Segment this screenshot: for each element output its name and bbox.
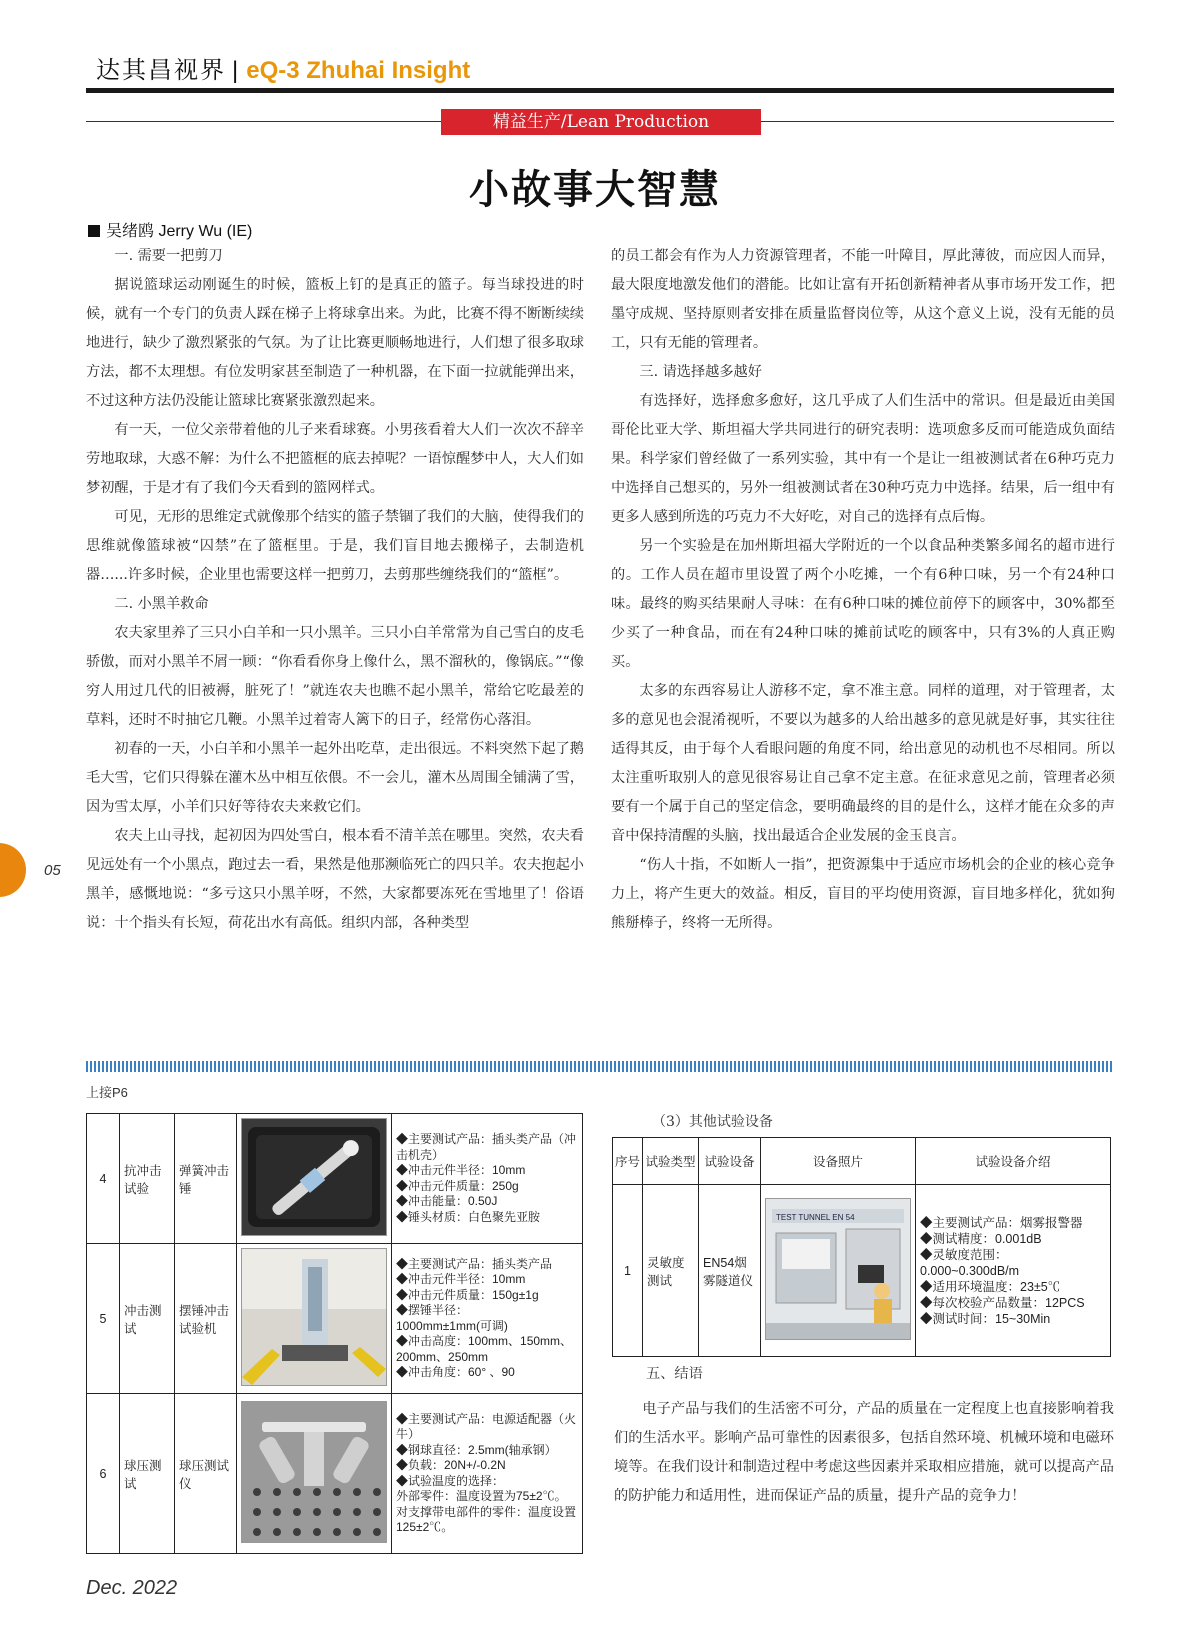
pendulum-tester-photo [241, 1248, 387, 1386]
detail-line: 1000mm±1mm(可调) [396, 1318, 508, 1333]
paragraph: 有一天，一位父亲带着他的儿子来看球赛。小男孩看着大人们一次次不辞辛劳地取球，大惑不解：为什么不把篮框的底去掉呢？一语惊醒梦中人，大人们如梦初醒，于是才有了我们今天看到的篮网样式。 [86, 422, 584, 496]
detail-line: ◆冲击元件质量：150g±1g [396, 1287, 539, 1302]
spring-hammer-photo [241, 1118, 387, 1236]
detail-line: ◆测试时间：15~30Min [920, 1311, 1051, 1326]
col-header: 序号 [613, 1138, 643, 1185]
detail-line: 对支撑带电部件的零件：温度设置125±2℃。 [396, 1504, 577, 1534]
test-type: 冲击测试 [120, 1244, 175, 1394]
brand-separator: | [232, 57, 241, 84]
table-header-row [613, 1138, 1111, 1185]
page-number: 05 [44, 862, 61, 879]
paragraph: 另一个实验是在加州斯坦福大学附近的一个以食品种类繁多闻名的超市进行的。工作人员在超市里设置了两个小吃摊，一个有6种口味，另一个有24种口味。最终的购买结果耐人寻味：在有6种口味的摊位前停下的顾客中，30%都至少买了一种食品，而在有24种口味的摊前试吃的顾客中，只有3%的人真正购买。 [611, 538, 1115, 670]
article-right-column [611, 242, 1115, 938]
header-rule [86, 88, 1114, 93]
paragraph: 电子产品与我们的生活密不可分，产品的质量在一定程度上也直接影响着我们的生活水平。影响产品可靠性的因素很多，包括自然环境、机械环境和电磁环境等。在我们设计和制造过程中考虑这些因素并采取相应措施，就可以提高产品的防护能力和适用性，进而保证产品的质量，提升产品的竞争力！ [614, 1401, 1114, 1504]
row-number: 4 [87, 1114, 120, 1244]
row-number: 5 [87, 1244, 120, 1394]
test-details [392, 1114, 583, 1244]
paragraph: 据说篮球运动刚诞生的时候，篮板上钉的是真正的篮子。每当球投进的时候，就有一个专门的负责人踩在梯子上将球拿出来。为此，比赛不得不断断续续地进行，缺少了激烈紧张的气氛。为了让比赛更顺畅地进行，人们想了很多取球方法，都不太理想。有位发明家甚至制造了一种机器，在下面一拉就能弹出来，不过这种方法仍没能让篮球比赛紧张激烈起来。 [86, 277, 584, 409]
article-title: 小故事大智慧 [469, 166, 721, 213]
conclusion-heading: 五、结语 [646, 1366, 703, 1382]
other-equipment-heading: （3）其他试验设备 [652, 1114, 773, 1130]
paragraph-continued: 的员工都会有作为人力资源管理者，不能一叶障目，厚此薄彼，而应因人而异，最大限度地激发他们的潜能。比如让富有开拓创新精神者从事市场开发工作，把墨守成规、坚持原则者安排在质量监督岗位等，从这个意义上说，没有无能的员工，只有无能的管理者。 [611, 248, 1115, 351]
table-row [87, 1394, 583, 1554]
detail-line: ◆测试精度：0.001dB [920, 1231, 1042, 1246]
detail-line: ◆冲击元件半径：10mm [396, 1272, 526, 1286]
paragraph: 农夫家里养了三只小白羊和一只小黑羊。三只小白羊常常为自己雪白的皮毛骄傲，而对小黑羊不屑一顾：“你看看你身上像什么，黑不溜秋的，像锅底。”“像穷人用过几代的旧被褥，脏死了！”就连农夫也瞧不起小黑羊，常给它吃最差的草料，还时不时抽它几鞭。小黑羊过着寄人篱下的日子，经常伤心落泪。 [86, 625, 584, 728]
ball-pressure-tester-photo [241, 1401, 387, 1543]
test-type: 抗冲击试验 [120, 1114, 175, 1244]
table-row [87, 1114, 583, 1244]
brand-en: eQ-3 Zhuhai Insight [246, 57, 471, 84]
photo-cell [237, 1244, 392, 1394]
conclusion-body [614, 1395, 1114, 1511]
paragraph: 可见，无形的思维定式就像那个结实的篮子禁锢了我们的大脑，使得我们的思维就像篮球被“囚禁”在了篮框里。于是，我们盲目地去搬梯子，去制造机器…...许多时候，企业里也需要这样一把剪刀，去剪那些缠绕我们的“篮框”。 [86, 509, 584, 583]
table-row [87, 1244, 583, 1394]
issue-date: Dec. 2022 [86, 1577, 178, 1599]
subheading-1: 一. 需要一把剪刀 [114, 248, 223, 264]
row-number: 1 [613, 1185, 643, 1357]
photo-cell [237, 1114, 392, 1244]
detail-line: ◆冲击高度：100mm、150mm、200mm、250mm [396, 1334, 573, 1364]
equipment-name: 弹簧冲击锤 [175, 1114, 237, 1244]
paragraph: 太多的东西容易让人游移不定，拿不准主意。同样的道理，对于管理者，太多的意见也会混淆视听，不要以为越多的人给出越多的意见就是好事，其实往往适得其反，由于每个人看眼问题的角度不同，给出意见的动机也不尽相同。所以太注重听取别人的意见很容易让自己拿不定主意。在征求意见之前，管理者必须要有一个属于自己的坚定信念，要明确最终的目的是什么，这样才能在众多的声音中保持清醒的头脑，找出最适合企业发展的金玉良言。 [611, 683, 1115, 844]
detail-line: ◆冲击元件质量：250g [396, 1178, 519, 1193]
table-row [613, 1185, 1111, 1357]
paragraph: 有选择好，选择愈多愈好，这几乎成了人们生活中的常识。但是最近由美国哥伦比亚大学、斯坦福大学共同进行的研究表明：选项愈多反而可能造成负面结果。科学家们曾经做了一系列实验，其中有一个是让一组被测试者在6种巧克力中选择自己想买的，另外一组被测试者在30种巧克力中选择。结果，后一组中有更多人感到所选的巧克力不大好吃，对自己的选择有点后悔。 [611, 393, 1115, 525]
square-bullet-icon [88, 225, 100, 237]
detail-line: 外部零件：温度设置为75±2℃。 [396, 1489, 567, 1503]
detail-line: ◆每次校验产品数量：12PCS [920, 1295, 1085, 1310]
subheading-2: 二. 小黑羊救命 [114, 596, 209, 612]
test-details [392, 1244, 583, 1394]
continued-from: 上接P6 [86, 1085, 128, 1100]
detail-line: ◆冲击能量：0.50J [396, 1194, 498, 1208]
subheading-3: 三. 请选择越多越好 [639, 364, 762, 380]
detail-line: ◆负载：20N+/-0.2N [396, 1458, 506, 1472]
photo-sign-text: TEST TUNNEL EN 54 [776, 1213, 855, 1222]
detail-line: ◆冲击元件半径：10mm [396, 1163, 526, 1177]
detail-line: ◆试验温度的选择： [396, 1473, 505, 1488]
author-name: 吴绪鸥 Jerry Wu (IE) [106, 223, 253, 240]
paragraph: 初春的一天，小白羊和小黑羊一起外出吃草，走出很远。不料突然下起了鹅毛大雪，它们只得躲在灌木丛中相互依偎。不一会儿，灌木丛周围全铺满了雪，因为雪太厚，小羊们只好等待农夫来救它们。 [86, 741, 584, 815]
equipment-name: 球压测试仪 [175, 1394, 237, 1554]
dotted-divider [86, 1061, 1114, 1072]
brand-cn: 达其昌视界 [96, 56, 226, 84]
col-header: 试验类型 [643, 1138, 699, 1185]
equipment-name: 摆锤冲击试验机 [175, 1244, 237, 1394]
detail-line: ◆适用环境温度：23±5℃ [920, 1279, 1061, 1294]
page-tab-marker [0, 843, 26, 897]
detail-line: ◆主要测试产品：插头类产品 [396, 1256, 553, 1271]
detail-line: ◆灵敏度范围： [920, 1247, 1008, 1262]
paragraph: 农夫上山寻找，起初因为四处雪白，根本看不清羊羔在哪里。突然，农夫看见远处有一个小黑点，跑过去一看，果然是他那濒临死亡的四只羊。农夫抱起小黑羊，感慨地说：“多亏这只小黑羊呀，不然，大家都要冻死在雪地里了！俗语说：十个指头有长短，荷花出水有高低。组织内部，各种类型 [86, 828, 584, 931]
detail-line: ◆锤头材质：白色聚先亚胺 [396, 1209, 541, 1224]
section-tag: 精益生产/Lean Production [441, 109, 761, 135]
row-number: 6 [87, 1394, 120, 1554]
photo-cell [761, 1185, 916, 1357]
detail-line: ◆主要测试产品：电源适配器（火牛） [396, 1411, 577, 1441]
detail-line: ◆主要测试产品：插头类产品（冲击机壳） [396, 1132, 577, 1162]
col-header: 试验设备介绍 [916, 1138, 1111, 1185]
masthead [96, 50, 470, 85]
test-type: 球压测试 [120, 1394, 175, 1554]
detail-line: ◆冲击角度：60° 、90 [396, 1365, 515, 1379]
photo-cell [237, 1394, 392, 1554]
equipment-name: EN54烟雾隧道仪 [699, 1185, 761, 1357]
detail-line: 0.000~0.300dB/m [920, 1263, 1020, 1278]
test-details [916, 1185, 1111, 1357]
other-equipment-table [612, 1137, 1111, 1357]
col-header: 试验设备 [699, 1138, 761, 1185]
author-line [88, 218, 252, 241]
test-details [392, 1394, 583, 1554]
detail-line: ◆钢球直径：2.5mm(轴承钢） [396, 1442, 557, 1457]
paragraph: “伤人十指，不如断人一指”，把资源集中于适应市场机会的企业的核心竞争力上，将产生更大的效益。相反，盲目的平均使用资源，盲目地多样化，犹如狗熊掰棒子，终将一无所得。 [611, 857, 1115, 931]
detail-line: ◆主要测试产品：烟雾报警器 [920, 1215, 1083, 1230]
test-equipment-table [86, 1113, 583, 1554]
smoke-tunnel-photo [765, 1198, 911, 1340]
article-left-column [86, 242, 584, 938]
detail-line: ◆摆锤半径： [396, 1303, 469, 1317]
col-header: 设备照片 [761, 1138, 916, 1185]
test-type: 灵敏度测试 [643, 1185, 699, 1357]
